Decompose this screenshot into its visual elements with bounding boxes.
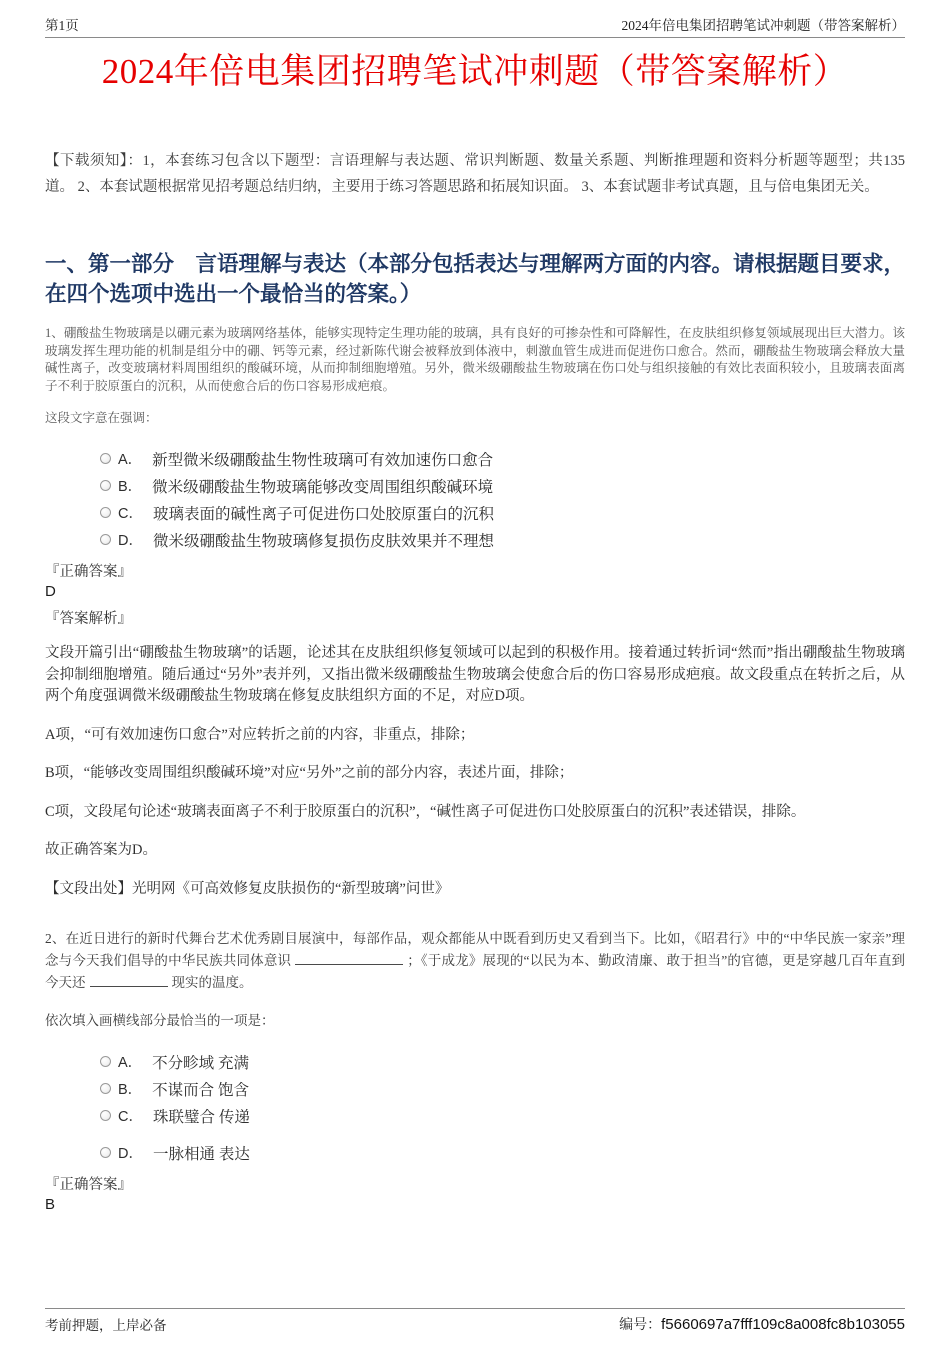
option-text: 微米级硼酸盐生物玻璃修复损伤皮肤效果并不理想: [152, 532, 494, 550]
question-1-prompt: 这段文字意在强调：: [45, 411, 158, 425]
header-doc-name: 2024年倍电集团招聘笔试冲刺题（带答案解析）: [621, 18, 905, 33]
option-row-d[interactable]: [45, 526, 905, 553]
radio-button-icon[interactable]: [100, 1083, 111, 1094]
analysis-option-c: C项，文段尾句论述“玻璃表面离子不利于胶原蛋白的沉积”，“碱性离子可促进伤口处胶原蛋白的沉积”表述错误，排除。: [45, 803, 806, 820]
correct-answer-label: 『正确答案』: [45, 1177, 132, 1193]
radio-button-icon[interactable]: [100, 1147, 111, 1158]
option-letter: A．: [118, 452, 143, 468]
analysis-label: 『答案解析』: [45, 611, 132, 627]
option-text: 不谋而合 饱含: [152, 1081, 250, 1099]
option-letter: D．: [118, 533, 143, 549]
correct-answer-value: D: [45, 583, 56, 600]
option-letter: D．: [118, 1146, 143, 1162]
option-row-b[interactable]: [45, 472, 905, 499]
option-letter: C．: [118, 506, 143, 522]
question-1-options: [45, 445, 905, 553]
question-2-stem-part2: ；《于成龙》展现的“以民为本、勤政清廉、敢于担当”的官德，更是穿越几百年直到今天还: [45, 953, 906, 990]
option-row-a[interactable]: [45, 445, 905, 472]
page-number: 第1页: [45, 18, 79, 33]
radio-button-icon[interactable]: [100, 480, 111, 491]
option-text: 微米级硼酸盐生物玻璃能够改变周围组织酸碱环境: [152, 478, 494, 496]
question-2-prompt: 依次填入画横线部分最恰当的一项是：: [45, 1013, 275, 1028]
blank-underline-1: [295, 952, 403, 965]
question-2-stem-part1: 2、在近日进行的新时代舞台艺术优秀剧目展演中，每部作品，观众都能从中既看到历史又看到当下。比如，《昭君行》中的“中华民族一家亲”理念与今天我们倡导的中华民族共同体意识: [45, 931, 905, 968]
download-notice: 【下载须知】：1，本套练习包含以下题型：言语理解与表达题、常识判断题、数量关系题、判断推理题和资料分析题等题型；共135道。 2、本套试题根据常见招考题总结归纳，主要用于练习答题思路和拓展知识面。 3、本套试题非考试真题，且与倍电集团无关。: [45, 153, 905, 195]
blank-underline-2: [90, 974, 168, 987]
running-footer: [45, 1308, 905, 1334]
option-letter: B．: [118, 479, 143, 495]
radio-button-icon[interactable]: [100, 1056, 111, 1067]
footer-slogan: 考前押题，上岸必备: [45, 1318, 167, 1333]
option-text: 新型微米级硼酸盐生物性玻璃可有效加速伤口愈合: [152, 451, 494, 469]
footer-id-label: 编号：: [619, 1318, 662, 1333]
radio-button-icon[interactable]: [100, 453, 111, 464]
section-heading: 一、第一部分 言语理解与表达（本部分包括表达与理解两方面的内容。请根据题目要求，在四个选项中选出一个最恰当的答案。）: [45, 252, 906, 306]
page-title: 2024年倍电集团招聘笔试冲刺题（带答案解析）: [101, 52, 849, 91]
question-2-stem: [45, 928, 905, 994]
option-row-a[interactable]: [45, 1048, 905, 1075]
footer-doc-id: [619, 1314, 905, 1334]
question-2-stem-part3: 现实的温度。: [171, 975, 253, 990]
option-letter: B．: [118, 1082, 143, 1098]
option-row-c[interactable]: [45, 499, 905, 526]
footer-id-code: f5660697a7fff109c8a008fc8b103055: [661, 1316, 905, 1333]
analysis-conclusion: 故正确答案为D。: [45, 842, 157, 858]
option-text: 玻璃表面的碱性离子可促进伤口处胶原蛋白的沉积: [152, 505, 494, 523]
passage-source: 【文段出处】光明网《可高效修复皮肤损伤的“新型玻璃”问世》: [45, 880, 450, 897]
analysis-option-a: A项，“可有效加速伤口愈合”对应转折之前的内容，非重点，排除；: [45, 726, 475, 743]
option-text: 不分畛域 充满: [152, 1054, 250, 1072]
radio-button-icon[interactable]: [100, 534, 111, 545]
option-text: 一脉相通 表达: [152, 1145, 250, 1163]
correct-answer-label: 『正确答案』: [45, 564, 132, 580]
option-row-b[interactable]: [45, 1075, 905, 1102]
correct-answer-value: B: [45, 1196, 56, 1213]
radio-button-icon[interactable]: [100, 1110, 111, 1121]
analysis-paragraph: 文段开篇引出“硼酸盐生物玻璃”的话题，论述其在皮肤组织修复领域可以起到的积极作用。接着通过转折词“然而”指出硼酸盐生物玻璃会抑制细胞增殖。随后通过“另外”表并列，又指出微米级硼酸盐生物玻璃会使愈合后的伤口容易形成疤痕。故文段重点在转折之后，从两个角度强调微米级硼酸盐生物玻璃在修复皮肤组织方面的不足，对应D项。: [45, 645, 905, 704]
document-body: [45, 148, 905, 1213]
running-header: [45, 14, 905, 38]
analysis-option-b: B项，“能够改变周围组织酸碱环境”对应“另外”之前的部分内容，表述片面，排除；: [45, 765, 574, 781]
radio-button-icon[interactable]: [100, 507, 111, 518]
question-2-options: [45, 1048, 905, 1166]
option-letter: A．: [118, 1055, 143, 1071]
question-1-stem: 1、硼酸盐生物玻璃是以硼元素为玻璃网络基体，能够实现特定生理功能的玻璃，具有良好的可掺杂性和可降解性，在皮肤组织修复领域展现出巨大潜力。该玻璃发挥生理功能的机制是组分中的硼、钙等元素，经过新陈代谢会被释放到体液中，刺激血管生成进而促进伤口愈合。然而，硼酸盐生物玻璃会释放大量碱性离子，改变玻璃材料周围组织的酸碱环境，从而抑制细胞增殖。另外，微米级硼酸盐生物玻璃在伤口处与组织接触的有效比表面积较小，且玻璃表面离子不利于胶原蛋白的沉积，从而使愈合后的伤口容易形成疤痕。: [45, 326, 905, 393]
option-letter: C．: [118, 1109, 143, 1125]
option-row-c[interactable]: [45, 1102, 905, 1129]
option-row-d[interactable]: [45, 1139, 905, 1166]
option-text: 珠联璧合 传递: [152, 1108, 250, 1126]
